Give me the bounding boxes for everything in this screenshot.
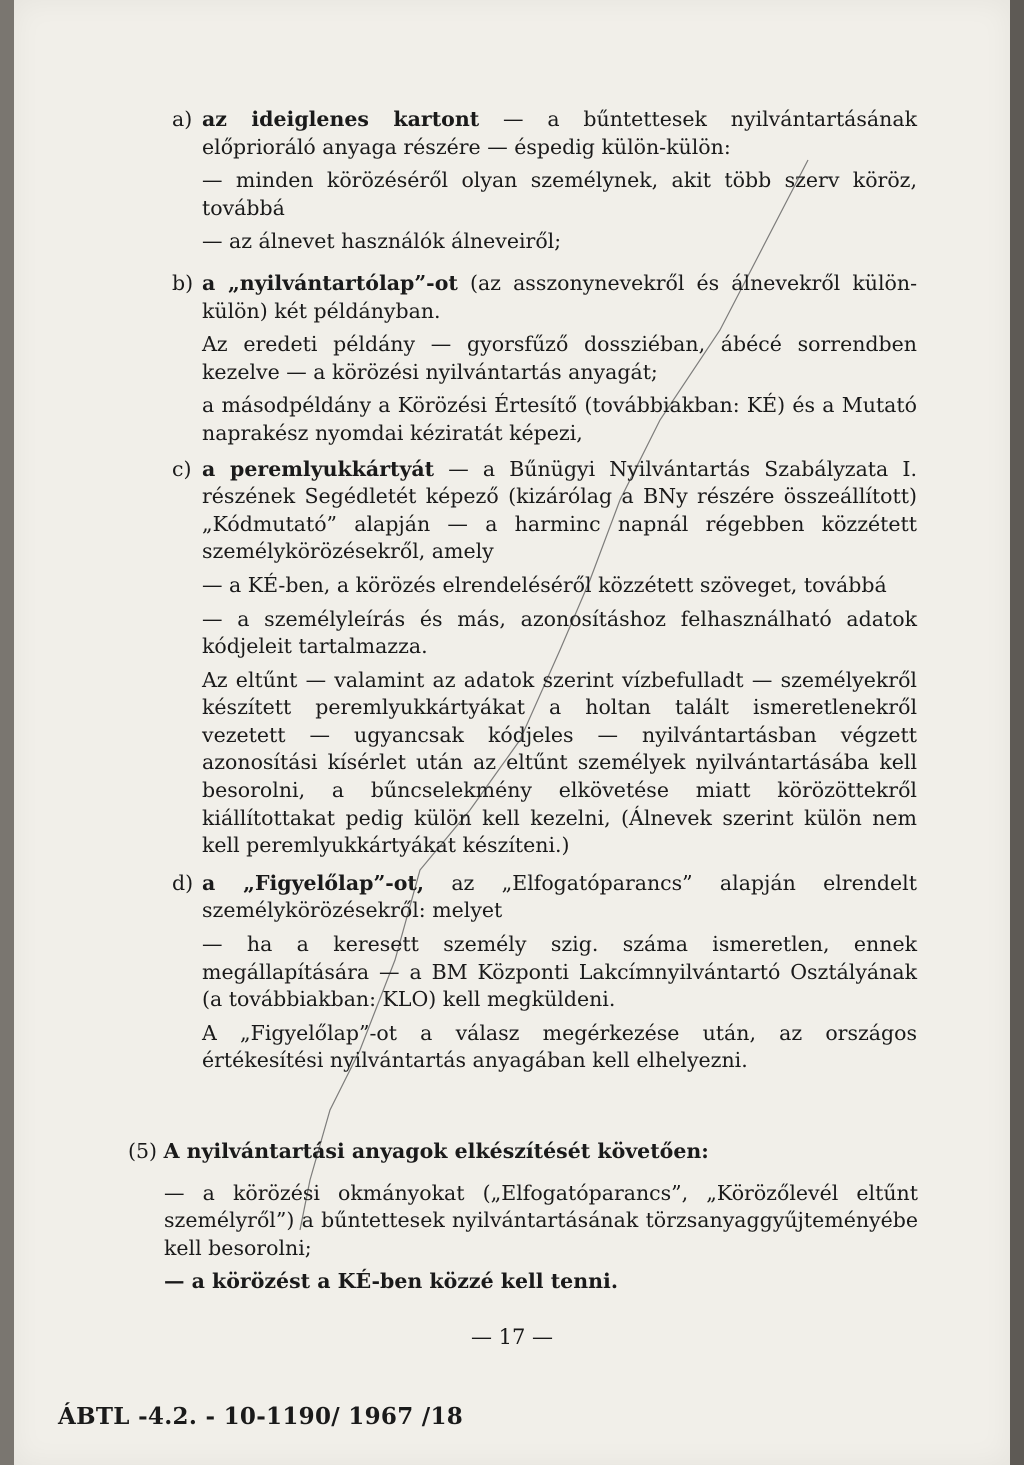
item-d-bold: a „Figyelőlap”-ot,: [202, 870, 425, 895]
section-5-title: A nyilvántartási anyagok elkészítését követően:: [163, 1139, 709, 1163]
item-a-label: a): [172, 107, 193, 131]
item-c-bold: a peremlyukkártyát: [202, 456, 435, 481]
section-5-item-2: — a körözést a KÉ-ben közzé kell tenni.: [164, 1269, 618, 1294]
item-a-bold: az ideiglenes kartont: [202, 107, 480, 131]
scan-edge-right: [1010, 0, 1024, 1465]
item-b-rest: (az asszonynevekről és álnevekről külön-külön) két példányban.: [202, 270, 917, 323]
item-c-sub2: — a személyleírás és más, azonosításhoz felhasználható adatok kódjeleit tartalmazza.: [202, 606, 917, 659]
item-b-p2: a másodpéldány a Körözési Értesítő (továbbiakban: KÉ) és a Mutató naprakész nyomdai kéziratát képezi,: [202, 393, 917, 445]
item-b-bold: a „nyilvántartólap”-ot: [202, 270, 458, 295]
section-5-heading: [128, 1138, 918, 1166]
section-5-item-1: — a körözési okmányokat („Elfogatóparancs”, „Körözőlevél eltűnt személyről”) a bűntettesek nyilvántartásának törzsanyaggyűjteményébe kell besorolni;: [164, 1180, 918, 1260]
page-number: — 17 —: [470, 1325, 554, 1349]
item-a: [172, 106, 917, 256]
item-c-text: [202, 456, 917, 566]
item-c: [172, 456, 917, 860]
item-a-rest: — a bűntettesek nyilvántartásának előprioráló anyaga részére — éspedig külön-külön:: [202, 107, 917, 159]
item-d-rest: az „Elfogatóparancs” alapján elrendelt személykörözésekről: melyet: [202, 870, 917, 923]
item-c-rest: — a Bűnügyi Nyilvántartás Szabályzata I. részének Segédletét képező (kizárólag a BNy részére összeállított) „Kódmutató” alapján — a harminc napnál régebben közzétett személykörözésekről, amely: [202, 456, 917, 564]
item-d-sub1: — ha a keresett személy szig. száma ismeretlen, ennek megállapítására — a BM Központi Lakcímnyilvántartó Osztályának (a továbbiakban: KLO) kell megküldeni.: [202, 932, 917, 1012]
item-d: [172, 870, 917, 1075]
item-d-p1: A „Figyelőlap”-ot a válasz megérkezése után, az országos értékesítési nyilvántartás anyagában kell elhelyezni.: [202, 1020, 917, 1073]
archive-reference: ÁBTL -4.2. - 10-1190/ 1967 /18: [58, 1403, 464, 1430]
section-5: [128, 1138, 918, 1296]
item-b-text: [202, 270, 917, 325]
item-b-p1: Az eredeti példány — gyorsfűző dossziéban, ábécé sorrendben kezelve — a körözési nyilvántartás anyagát;: [202, 332, 917, 384]
item-d-label: d): [172, 870, 194, 895]
item-d-text: [202, 870, 917, 925]
item-c-p1: Az eltűnt — valamint az adatok szerint vízbefulladt — személyekről készített peremlyukkártyákat a holtan talált ismeretlenekről vezetett — ugyancsak kódjeles — nyilvántartásban végzett azonosítási kísérlet után az eltűnt személyek nyilvántartásába kell besorolni, a bűncselekmény elkövetése miatt körözöttekről kiállítottakat pedig külön kell kezelni, (Álnevek szerint külön nem kell peremlyukkártyákat készíteni.): [202, 667, 917, 858]
item-a-sub1: — minden körözéséről olyan személynek, akit több szerv köröz, továbbá: [202, 168, 917, 220]
item-b-label: b): [172, 270, 194, 295]
document-body: [172, 106, 917, 1075]
item-b: [172, 270, 917, 448]
section-5-label: (5): [128, 1139, 158, 1163]
scan-edge-left: [0, 0, 14, 1465]
item-a-text: [202, 106, 917, 161]
item-c-sub1: — a KÉ-ben, a körözés elrendeléséről közzétett szöveget, továbbá: [202, 572, 887, 597]
item-c-label: c): [172, 456, 192, 481]
item-a-sub2: — az álnevet használók álneveiről;: [202, 229, 562, 254]
